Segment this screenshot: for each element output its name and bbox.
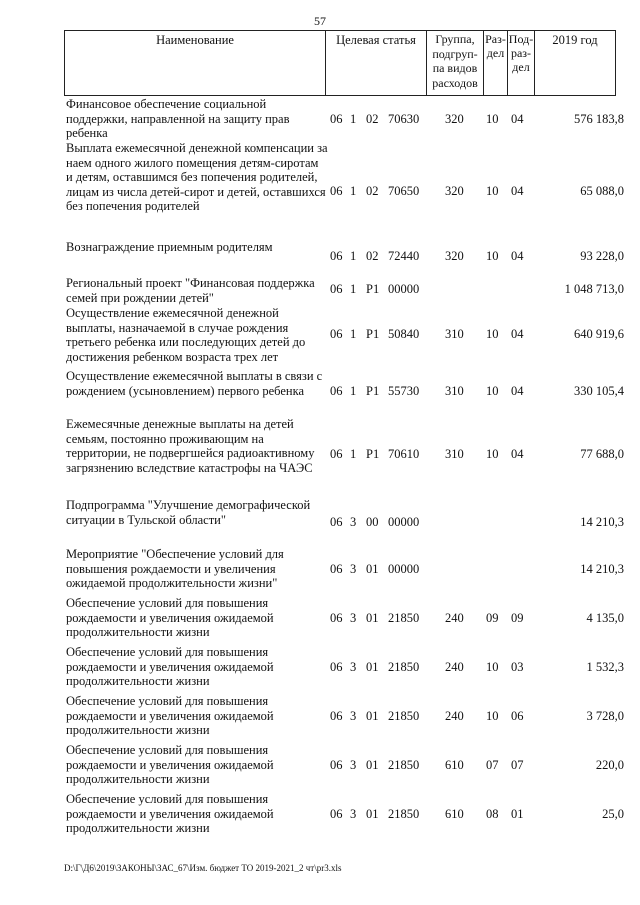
row-name: Вознаграждение приемным родителям (66, 240, 273, 254)
header-year (534, 30, 616, 96)
row-amount: 220,0 (595, 758, 624, 772)
row-subsection: 04 (511, 184, 524, 198)
row-event: P1 (366, 384, 380, 398)
header-name-label: Наименование (156, 33, 234, 47)
row-subsection: 04 (511, 249, 524, 263)
row-event: 00 (366, 515, 379, 529)
row-subprogram: 1 (350, 249, 357, 263)
row-subprogram: 1 (350, 112, 357, 126)
header-group (426, 30, 484, 96)
row-group: 320 (445, 112, 464, 126)
row-event: P1 (366, 282, 380, 296)
row-group: 320 (445, 184, 464, 198)
row-amount: 330 105,4 (574, 384, 624, 398)
header-group-line: Группа, (435, 32, 475, 46)
header-section (483, 30, 508, 96)
row-amount: 25,0 (602, 807, 624, 821)
header-group-line: па видов (432, 61, 478, 75)
row-event: 01 (366, 709, 379, 723)
row-program: 06 (330, 807, 343, 821)
row-name: Выплата ежемесячной денежной компенсации за наем одного жилого помещения детям-сиротам и детям, оставшимся без попечения родителей, лицам из числа детей-сирот и детей, оставшихся без попечения родителей (66, 141, 328, 213)
header-section-line: Раз- (485, 32, 506, 46)
row-name: Подпрограмма "Улучшение демографической ситуации в Тульской области" (66, 498, 311, 527)
row-name: Осуществление ежемесячной выплаты в связи с рождением (усыновлением) первого ребенка (66, 369, 323, 398)
row-program: 06 (330, 184, 343, 198)
row-subprogram: 3 (350, 515, 357, 529)
row-subsection: 04 (511, 384, 524, 398)
row-amount: 3 728,0 (586, 709, 624, 723)
row-section: 09 (486, 611, 499, 625)
row-subprogram: 3 (350, 611, 357, 625)
row-event: 02 (366, 112, 379, 126)
row-direction: 21850 (388, 709, 420, 723)
header-target (325, 30, 427, 96)
row-amount: 576 183,8 (574, 112, 624, 126)
header-group-line: подгруп- (432, 46, 478, 61)
row-section: 07 (486, 758, 499, 772)
row-direction: 72440 (388, 249, 420, 263)
row-name: Обеспечение условий для повышения рождаемости и увеличения ожидаемой продолжительности жизни (66, 694, 274, 737)
row-group: 310 (445, 447, 464, 461)
row-subsection: 06 (511, 709, 524, 723)
header-subsection (507, 30, 535, 96)
row-program: 06 (330, 758, 343, 772)
row-section: 10 (486, 184, 499, 198)
header-subsection-line: Под- (508, 32, 534, 46)
row-group: 310 (445, 384, 464, 398)
row-amount: 14 210,3 (580, 515, 624, 529)
row-amount: 1 532,3 (586, 660, 624, 674)
header-target-label: Целевая статья (336, 33, 416, 47)
header-section-line: дел (486, 46, 505, 60)
row-program: 06 (330, 249, 343, 263)
row-group: 320 (445, 249, 464, 263)
row-direction: 21850 (388, 660, 420, 674)
row-group: 240 (445, 611, 464, 625)
row-amount: 77 688,0 (580, 447, 624, 461)
row-program: 06 (330, 282, 343, 296)
row-program: 06 (330, 709, 343, 723)
row-name: Региональный проект "Финансовая поддержка семей при рождении детей" (66, 276, 315, 305)
row-subsection: 03 (511, 660, 524, 674)
file-path-footer: D:\Г\Д6\2019\ЗАКОНЫ\ЗАС_67\Изм. бюджет ТО 2019-2021_2 чт\pr3.xls (64, 863, 342, 873)
row-subprogram: 1 (350, 327, 357, 341)
row-program: 06 (330, 562, 343, 576)
row-subsection: 04 (511, 327, 524, 341)
row-name: Обеспечение условий для повышения рождаемости и увеличения ожидаемой продолжительности жизни (66, 596, 274, 639)
row-amount: 93 228,0 (580, 249, 624, 263)
row-event: 01 (366, 807, 379, 821)
row-name: Обеспечение условий для повышения рождаемости и увеличения ожидаемой продолжительности жизни (66, 792, 274, 835)
row-section: 10 (486, 249, 499, 263)
row-subsection: 09 (511, 611, 524, 625)
row-event: 01 (366, 758, 379, 772)
header-group-line: расходов (432, 75, 478, 90)
row-subsection: 07 (511, 758, 524, 772)
row-group: 610 (445, 807, 464, 821)
header-name (64, 30, 326, 96)
row-direction: 21850 (388, 758, 420, 772)
row-event: 01 (366, 562, 379, 576)
row-direction: 00000 (388, 562, 420, 576)
row-event: P1 (366, 447, 380, 461)
row-amount: 65 088,0 (580, 184, 624, 198)
row-section: 10 (486, 709, 499, 723)
row-section: 10 (486, 384, 499, 398)
row-subsection: 04 (511, 447, 524, 461)
row-subprogram: 1 (350, 184, 357, 198)
row-name: Мероприятие "Обеспечение условий для повышения рождаемости и увеличения ожидаемой продолжительности жизни" (66, 547, 284, 590)
row-program: 06 (330, 384, 343, 398)
row-group: 610 (445, 758, 464, 772)
row-subsection: 01 (511, 807, 524, 821)
row-direction: 70650 (388, 184, 420, 198)
row-section: 10 (486, 660, 499, 674)
row-direction: 70610 (388, 447, 420, 461)
page-number: 57 (314, 14, 326, 28)
row-section: 10 (486, 447, 499, 461)
row-section: 10 (486, 112, 499, 126)
row-amount: 14 210,3 (580, 562, 624, 576)
row-program: 06 (330, 447, 343, 461)
row-subprogram: 1 (350, 282, 357, 296)
row-amount: 4 135,0 (586, 611, 624, 625)
row-direction: 00000 (388, 282, 420, 296)
row-name: Финансовое обеспечение социальной поддержки, направленной на защиту прав ребенка (66, 97, 290, 140)
row-group: 240 (445, 709, 464, 723)
row-event: 01 (366, 611, 379, 625)
row-name: Осуществление ежемесячной денежной выплаты, назначаемой в случае рождения третьего ребенка или последующих детей до достижения ребенком возраста трех лет (66, 306, 306, 364)
row-direction: 21850 (388, 807, 420, 821)
row-group: 310 (445, 327, 464, 341)
row-program: 06 (330, 611, 343, 625)
row-program: 06 (330, 515, 343, 529)
header-year-label: 2019 год (552, 33, 598, 47)
row-subsection: 04 (511, 112, 524, 126)
row-direction: 70630 (388, 112, 420, 126)
row-subprogram: 3 (350, 807, 357, 821)
row-event: 02 (366, 184, 379, 198)
row-name: Обеспечение условий для повышения рождаемости и увеличения ожидаемой продолжительности жизни (66, 645, 274, 688)
row-program: 06 (330, 112, 343, 126)
header-subsection-line: дел (512, 60, 530, 74)
row-name: Обеспечение условий для повышения рождаемости и увеличения ожидаемой продолжительности жизни (66, 743, 274, 786)
row-direction: 21850 (388, 611, 420, 625)
row-subprogram: 1 (350, 447, 357, 461)
row-event: 01 (366, 660, 379, 674)
row-program: 06 (330, 327, 343, 341)
row-amount: 640 919,6 (574, 327, 624, 341)
row-group: 240 (445, 660, 464, 674)
row-direction: 00000 (388, 515, 420, 529)
row-event: 02 (366, 249, 379, 263)
row-subprogram: 3 (350, 709, 357, 723)
row-subprogram: 3 (350, 562, 357, 576)
row-subprogram: 3 (350, 660, 357, 674)
row-name: Ежемесячные денежные выплаты на детей семьям, постоянно проживающим на территории, не подвергшейся радиоактивному загрязнению вследствие катастрофы на ЧАЭС (66, 417, 315, 475)
row-section: 10 (486, 327, 499, 341)
row-subprogram: 1 (350, 384, 357, 398)
row-event: P1 (366, 327, 380, 341)
row-direction: 55730 (388, 384, 420, 398)
row-subprogram: 3 (350, 758, 357, 772)
row-section: 08 (486, 807, 499, 821)
row-direction: 50840 (388, 327, 420, 341)
header-subsection-line: раз- (510, 46, 532, 60)
row-program: 06 (330, 660, 343, 674)
row-amount: 1 048 713,0 (564, 282, 624, 296)
